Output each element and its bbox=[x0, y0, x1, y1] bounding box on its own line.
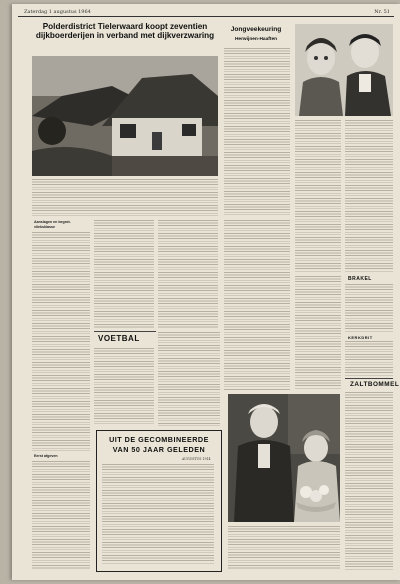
sidebar-article-text bbox=[224, 48, 290, 216]
anniversary-photo bbox=[228, 394, 340, 522]
page-header bbox=[18, 6, 394, 17]
header-page-number: Nr. 51 bbox=[374, 9, 390, 15]
zaltbommel-text bbox=[345, 392, 393, 570]
column6-text bbox=[295, 276, 341, 390]
notice-box-date: AUGUSTUS 1914 bbox=[182, 457, 211, 461]
brakel-text bbox=[345, 284, 393, 332]
column5-text bbox=[224, 220, 290, 390]
brakel-title: BRAKEL bbox=[348, 276, 372, 282]
anniversary-caption-text bbox=[228, 526, 340, 570]
left-subhead3: Eerst afgeven bbox=[34, 454, 58, 458]
header-date: Zaterdag 1 augustus 1964 bbox=[24, 9, 91, 15]
middle-subhead2: vlieksklasse bbox=[34, 225, 55, 229]
farmhouse-photo bbox=[32, 56, 218, 176]
column3-text-upper bbox=[158, 220, 218, 328]
notice-box-line2: VAN 50 JAAR GELEDEN bbox=[112, 445, 206, 454]
sidebar-subheadline: Herwijnen-Haaften bbox=[234, 37, 278, 42]
main-headline-line2: dijkboerderijen in verband met dijkverzwaring bbox=[35, 31, 215, 41]
photo-caption-text bbox=[32, 179, 218, 217]
main-headline bbox=[30, 22, 220, 41]
zaltbommel-title: ZALTBOMMEL bbox=[350, 381, 400, 388]
notice-box-line1: UIT DE GECOMBINEERDE bbox=[109, 435, 209, 444]
left-column-text bbox=[32, 232, 90, 452]
sports-text bbox=[94, 348, 154, 426]
column2-text-upper bbox=[94, 220, 154, 328]
couple-article-text-col2 bbox=[345, 120, 393, 272]
column3-text-lower bbox=[158, 332, 220, 426]
sports-title: VOETBAL bbox=[98, 334, 140, 343]
kerkdrit-title: KERKDRIT bbox=[348, 335, 373, 340]
notice-box-text bbox=[102, 464, 214, 564]
sidebar-headline: Jongveekeuring bbox=[230, 26, 282, 33]
zaltbommel-rule bbox=[345, 378, 393, 379]
left-column-text-lower bbox=[32, 461, 90, 569]
sports-rule bbox=[94, 331, 156, 332]
couple-article-text-col1 bbox=[295, 120, 341, 272]
kerkdrit-text bbox=[345, 341, 393, 377]
middle-subhead: Aanslagen en begrot- bbox=[34, 220, 71, 224]
main-headline-line1: Polderdistrict Tielerwaard koopt zeventien bbox=[42, 22, 208, 31]
elderly-couple-photo bbox=[295, 24, 393, 116]
newspaper-page bbox=[12, 4, 400, 580]
